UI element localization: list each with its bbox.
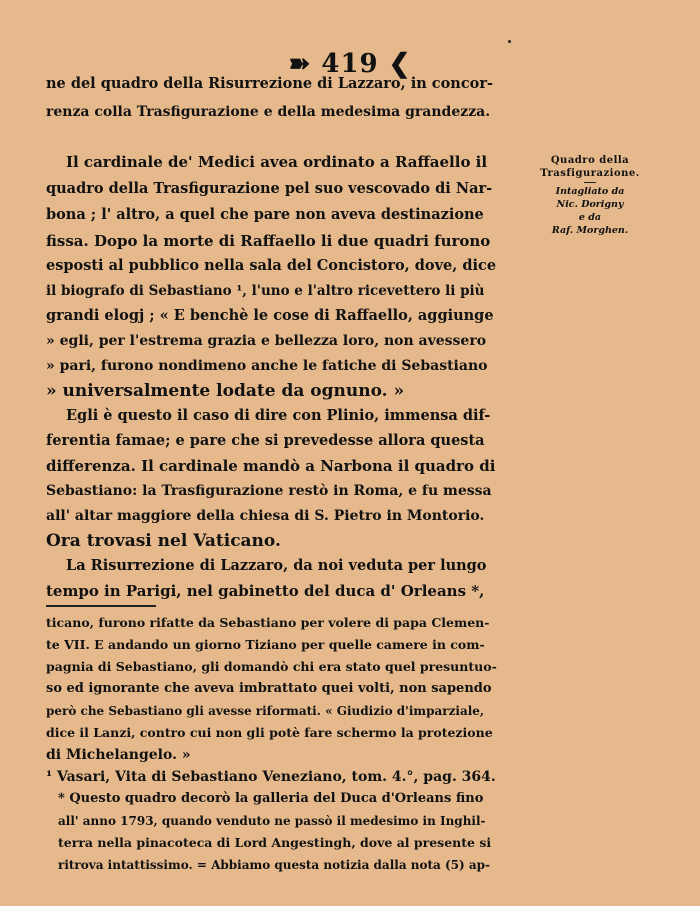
- marginal-line: Intagliato da: [555, 186, 625, 197]
- page-number: ➽ 419 ❮: [288, 49, 412, 79]
- footnote-rule: [46, 605, 156, 607]
- marginal-note: [504, 154, 676, 237]
- footnote-line: pagnia di Sebastiano, gli domandò chi era stato quel presuntuo-: [46, 659, 497, 674]
- footnote-line: però che Sebastiano gli avesse riformati. « Giudizio d'imparziale,: [46, 704, 485, 718]
- body-line: renza colla Trasfigurazione e della medesima grandezza.: [46, 104, 491, 120]
- footnote-line: * Questo quadro decorò la galleria del Duca d'Orleans fino: [58, 791, 484, 806]
- footnote-line: te VII. E andando un giorno Tiziano per quelle camere in com-: [46, 637, 485, 652]
- body-line: fissa. Dopo la morte di Raffaello li due quadri furono: [46, 232, 491, 250]
- body-line: esposti al pubblico nella sala del Concistoro, dove, dice: [46, 257, 496, 274]
- body-line: Sebastiano: la Trasfigurazione restò in Roma, e fu messa: [46, 483, 492, 499]
- marginal-line: e da: [578, 212, 602, 223]
- body-line: La Risurrezione di Lazzaro, da noi veduta per lungo: [66, 557, 487, 574]
- footnote-line: ritrova intattissimo. = Abbiamo questa notizia dalla nota (5) ap-: [58, 858, 491, 872]
- footnote-line: dice il Lanzi, contro cui non gli potè fare schermo la protezione: [46, 725, 493, 740]
- footnote-line: di Michelangelo. »: [46, 747, 191, 763]
- body-line: » egli, per l'estrema grazia e bellezza loro, non avessero: [46, 333, 487, 349]
- body-line: Egli è questo il caso di dire con Plinio, immensa dif-: [66, 407, 491, 424]
- body-line: ferentia famae; e pare che si prevedesse allora questa: [46, 432, 485, 449]
- body-line: » pari, furono nondimeno anche le fatiche di Sebastiano: [46, 358, 488, 374]
- body-line: all' altar maggiore della chiesa di S. Pietro in Montorio.: [46, 508, 485, 524]
- marginal-line: Nic. Dorigny: [556, 199, 624, 210]
- marginal-title: Trasfigurazione.: [540, 168, 640, 179]
- body-line: tempo in Parigi, nel gabinetto del duca d' Orleans *,: [46, 582, 485, 600]
- footnote-line: ticano, furono rifatte da Sebastiano per volere di papa Clemen-: [46, 615, 490, 630]
- speck: [508, 40, 511, 43]
- body-line: il biografo di Sebastiano ¹, l'uno e l'altro ricevettero li più: [46, 283, 485, 299]
- body-line: bona ; l' altro, a quel che pare non aveva destinazione: [46, 206, 484, 223]
- body-line: differenza. Il cardinale mandò a Narbona il quadro di: [46, 457, 496, 475]
- marginal-line: Raf. Morghen.: [551, 225, 629, 236]
- body-line: Il cardinale de' Medici avea ordinato a Raffaello il: [66, 153, 488, 171]
- footnote-line: all' anno 1793, quando venduto ne passò il medesimo in Inghil-: [58, 814, 486, 828]
- body-line: ne del quadro della Risurrezione di Lazzaro, in concor-: [46, 75, 493, 92]
- body-line: Ora trovasi nel Vaticano.: [46, 531, 281, 551]
- footnote-line: terra nella pinacoteca di Lord Angestingh, dove al presente si: [58, 835, 492, 850]
- body-line: » universalmente lodate da ognuno. »: [46, 381, 405, 401]
- footnote-line: ¹ Vasari, Vita di Sebastiano Veneziano, tom. 4.°, pag. 364.: [46, 769, 496, 785]
- body-line: grandi elogj ; « E benchè le cose di Raffaello, aggiunge: [46, 307, 494, 324]
- marginal-title: Quadro della: [550, 155, 630, 166]
- body-line: quadro della Trasfigurazione pel suo vescovado di Nar-: [46, 180, 493, 197]
- marginal-divider: [584, 182, 596, 183]
- footnote-line: so ed ignorante che aveva imbrattato quei volti, non sapendo: [46, 681, 492, 696]
